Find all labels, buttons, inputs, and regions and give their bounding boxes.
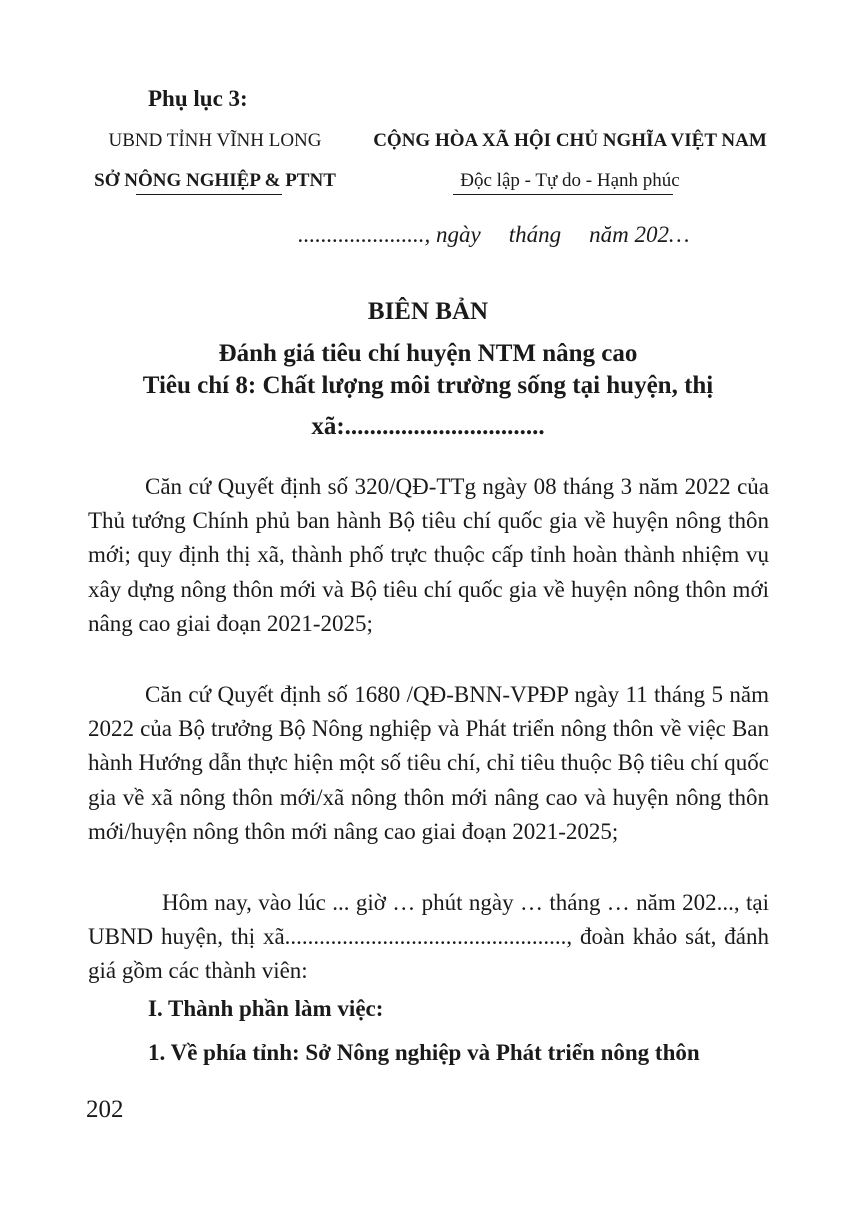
section-heading: I. Thành phần làm việc:	[148, 996, 384, 1021]
dateline-month: tháng	[508, 222, 562, 247]
document-subtitle: Đánh giá tiêu chí huyện NTM nâng cao	[218, 340, 638, 367]
agency-name-bottom: SỞ NÔNG NGHIỆP & PTNT	[94, 170, 336, 191]
national-motto: Độc lập - Tự do - Hạnh phúc	[460, 170, 680, 191]
paragraph-legal-basis-1	[88, 470, 769, 641]
motto-underline	[453, 194, 673, 195]
paragraph-text: Hôm nay, vào lúc ... giờ … phút ngày … tháng … năm 202..., tại UBND huyện, thị xã................................................., đoàn khảo sát, đánh giá gồm các thành viên:	[88, 890, 769, 984]
paragraph-legal-basis-2	[88, 678, 769, 849]
page-number: 202	[86, 1096, 124, 1123]
paragraph-meeting-info	[88, 886, 769, 989]
subsection-heading: 1. Về phía tỉnh: Sở Nông nghiệp và Phát triển nông thôn	[148, 1040, 700, 1065]
agency-name-top: UBND TỈNH VĨNH LONG	[108, 130, 322, 151]
paragraph-text: Căn cứ Quyết định số 1680 /QĐ-BNN-VPĐP ngày 11 tháng 5 năm 2022 của Bộ trưởng Bộ Nông nghiệp và Phát triển nông thôn về việc Ban hành Hướng dẫn thực hiện một số tiêu chí, chỉ tiêu thuộc Bộ tiêu chí quốc gia về xã nông thôn mới/xã nông thôn mới nâng cao và huyện nông thôn mới/huyện nông thôn mới nâng cao giai đoạn 2021-2025;	[88, 682, 769, 844]
agency-underline	[136, 194, 282, 195]
dateline	[298, 222, 689, 248]
document-title: BIÊN BẢN	[367, 298, 489, 325]
appendix-label: Phụ lục 3:	[148, 86, 248, 111]
paragraph-text: Căn cứ Quyết định số 320/QĐ-TTg ngày 08 tháng 3 năm 2022 của Thủ tướng Chính phủ ban hành Bộ tiêu chí quốc gia về huyện nông thôn mới; quy định thị xã, thành phố trực thuộc cấp tỉnh hoàn thành nhiệm vụ xây dựng nông thôn mới và Bộ tiêu chí quốc gia về huyện nông thôn mới nâng cao giai đoạn 2021-2025;	[88, 474, 769, 636]
national-title: CỘNG HÒA XÃ HỘI CHỦ NGHĨA VIỆT NAM	[373, 130, 767, 151]
dateline-year: năm 202…	[589, 222, 690, 247]
criterion-heading-line-2: xã:................................	[311, 413, 545, 440]
dateline-place: ......................, ngày	[298, 222, 481, 247]
criterion-heading-line-1: Tiêu chí 8: Chất lượng môi trường sống tại huyện, thị	[142, 372, 714, 399]
